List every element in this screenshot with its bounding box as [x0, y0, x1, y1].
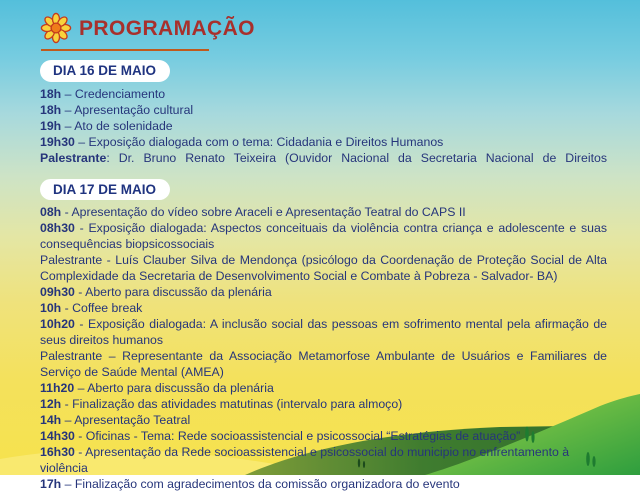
item-time-label: 12h — [40, 397, 62, 412]
item-time-label: 18h — [40, 86, 62, 101]
item-text: – Aberto para discussão da plenária — [74, 381, 274, 396]
item-time-label: 11h20 — [40, 381, 75, 396]
item-time-label: 17h — [40, 477, 62, 492]
item-time-label: 14h — [40, 413, 62, 428]
schedule-item — [40, 348, 607, 380]
title-underline — [41, 49, 209, 51]
schedule-item — [40, 252, 607, 284]
item-text: – Representante da Associação Metamorfose Ambulante de Usuários e Familiares de Serviço de Saúde Mental (AMEA) — [40, 349, 607, 380]
schedule-item — [40, 428, 607, 444]
item-text: - Exposição dialogada: Aspectos conceituais da violência contra criança e adolescente e suas consequências biopsicossociais — [40, 221, 607, 252]
schedule-item — [40, 476, 607, 492]
day-label-16: DIA 16 DE MAIO — [40, 60, 170, 82]
header — [40, 12, 607, 44]
item-time-label: 19h — [40, 118, 62, 133]
schedule-list-day-17 — [40, 204, 607, 492]
schedule-item — [40, 86, 607, 102]
item-text: – Finalização com agradecimentos da comissão organizadora do evento — [61, 477, 460, 492]
item-text: – Apresentação cultural — [61, 102, 194, 117]
day-label-17: DIA 17 DE MAIO — [40, 179, 170, 201]
item-text: - Aberto para discussão da plenária — [74, 285, 272, 300]
schedule-item — [40, 300, 607, 316]
schedule-item — [40, 102, 607, 118]
schedule-item — [40, 220, 607, 252]
item-time-label: 10h — [40, 301, 62, 316]
schedule-item — [40, 150, 607, 166]
item-time-label: Palestrante — [40, 349, 103, 364]
schedule-item — [40, 284, 607, 300]
schedule-item — [40, 412, 607, 428]
item-text: – Apresentação Teatral — [61, 413, 191, 428]
schedule-item — [40, 444, 607, 476]
item-time-label: Palestrante — [40, 253, 103, 268]
item-text: - Oficinas - Tema: Rede socioassistencial e psicossocial “Estratégias de atuação” — [74, 429, 521, 444]
item-text: - Finalização das atividades matutinas (intervalo para almoço) — [61, 397, 403, 412]
item-time-label: Palestrante — [40, 150, 107, 165]
day-section-17 — [40, 179, 607, 492]
item-text: - Exposição dialogada: A inclusão social das pessoas em sofrimento mental pela afirmação de seus direitos humanos — [40, 317, 607, 348]
item-time-label: 18h — [40, 102, 62, 117]
schedule-item — [40, 134, 607, 150]
item-time-label: 08h — [40, 205, 62, 220]
item-time-label: 10h20 — [40, 317, 75, 332]
day-section-16 — [40, 60, 607, 166]
item-text: – Exposição dialogada com o tema: Cidadania e Direitos Humanos — [74, 134, 444, 149]
schedule-item — [40, 380, 607, 396]
item-time-label: 16h30 — [40, 445, 75, 460]
schedule-list-day-16 — [40, 86, 607, 166]
item-text: – Credenciamento — [61, 86, 166, 101]
item-text: - Apresentação do vídeo sobre Araceli e Apresentação Teatral do CAPS II — [61, 205, 466, 220]
item-text: - Coffee break — [61, 301, 143, 316]
item-time-label: 19h30 — [40, 134, 75, 149]
item-time-label: 14h30 — [40, 429, 75, 444]
flower-icon — [40, 12, 72, 44]
item-time-label: 09h30 — [40, 285, 75, 300]
schedule-item — [40, 204, 607, 220]
schedule-item — [40, 396, 607, 412]
item-text: - Apresentação da Rede socioassistencial e psicossocial do municipio no enfrentamento à violência — [40, 445, 570, 476]
item-text: – Ato de solenidade — [61, 118, 173, 133]
item-text: - Luís Clauber Silva de Mendonça (psicólogo da Coordenação de Proteção Social de Alta Complexidade da Secretaria de Desenvolvimento Social e Combate à Pobreza - Salvador- BA) — [40, 253, 607, 284]
item-text: : Dr. Bruno Renato Teixeira (Ouvidor Nacional da Secretaria Nacional de Direitos — [106, 150, 607, 165]
item-time-label: 08h30 — [40, 221, 75, 236]
schedule-item — [40, 316, 607, 348]
page-title: PROGRAMAÇÃO — [79, 16, 255, 40]
schedule-item — [40, 118, 607, 134]
